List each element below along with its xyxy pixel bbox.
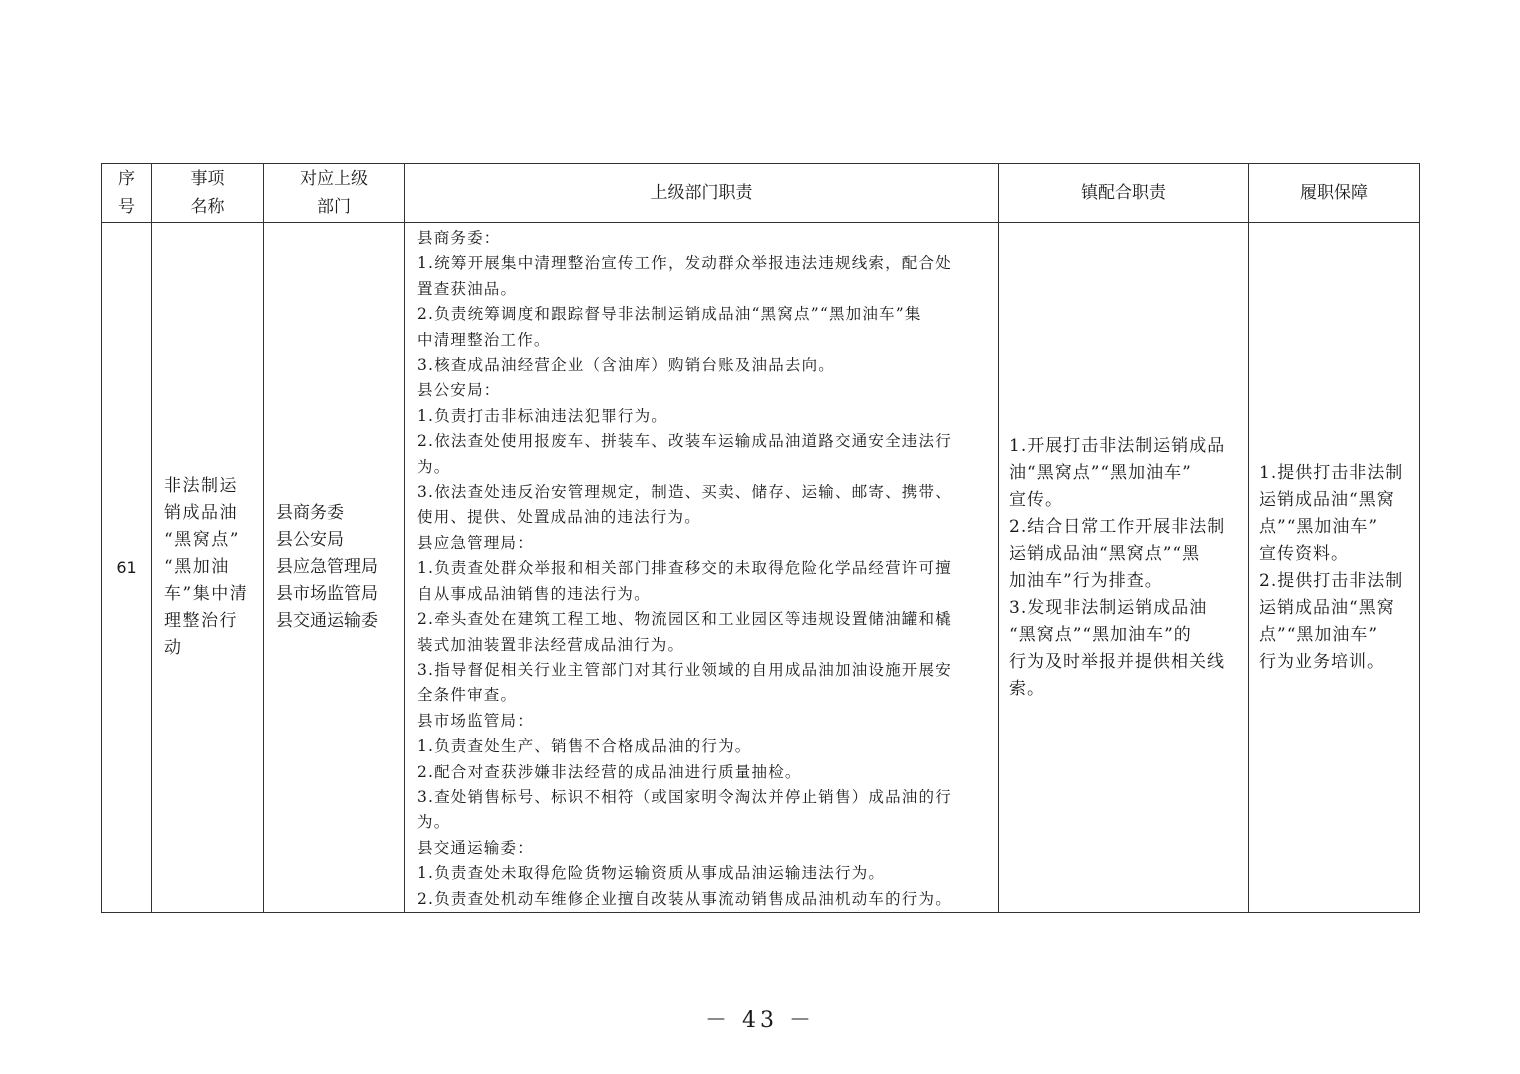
guarantee-line: 宣传资料。 — [1259, 543, 1349, 564]
upper-duty-line: 2.负责查处机动车维修企业擅自改装从事流动销售成品油机动车的行为。 — [417, 889, 952, 908]
upper-dept-item: 县应急管理局 — [276, 557, 378, 577]
upper-dept-item: 县公安局 — [276, 530, 344, 550]
cell-upper-dept — [264, 223, 405, 913]
town-duty-line: 行为及时举报并提供相关线 — [1009, 651, 1225, 672]
cell-upper-duty — [405, 223, 999, 913]
upper-duty-line: 3.指导督促相关行业主管部门对其行业领域的自用成品油加油设施开展安 — [417, 660, 952, 679]
header-upper-duty: 上级部门职责 — [405, 164, 999, 223]
guarantee-line: 行为业务培训。 — [1259, 651, 1385, 672]
header-seq: 序 号 — [102, 164, 152, 223]
upper-dept-item: 县商务委 — [276, 503, 344, 523]
upper-duty-line: 2.依法查处使用报废车、拼装车、改装车运输成品油道路交通安全违法行 — [417, 432, 952, 451]
header-row — [102, 164, 1420, 223]
cell-town-duty — [999, 223, 1249, 913]
header-upper-dept: 对应上级 部门 — [264, 164, 405, 223]
item-name-line: “黑窝点” — [164, 530, 240, 550]
guarantee-line: 1.提供打击非法制 — [1259, 462, 1404, 483]
upper-duty-line: 县商务委： — [417, 229, 501, 247]
item-name-line: “黑加油 — [164, 557, 230, 577]
upper-duty-line: 1.负责查处生产、销售不合格成品油的行为。 — [417, 737, 752, 756]
cell-guarantee — [1249, 223, 1420, 913]
item-name-line: 理整治行 — [164, 611, 238, 631]
town-duty-line: 加油车”行为排查。 — [1009, 570, 1163, 591]
upper-duty-line: 使用、提供、处置成品油的违法行为。 — [417, 508, 701, 527]
upper-duty-line: 为。 — [417, 813, 451, 832]
upper-duty-line: 3.依法查处违反治安管理规定，制造、买卖、储存、运输、邮寄、携带、 — [417, 483, 952, 502]
upper-duty-line: 县市场监管局： — [417, 711, 534, 730]
upper-duty-line: 县交通运输委： — [417, 838, 534, 857]
upper-duty-line: 1.统筹开展集中清理整治宣传工作，发动群众举报违法违规线索，配合处 — [417, 254, 952, 273]
upper-dept-item: 县交通运输委 — [276, 611, 378, 631]
guarantee-line: 运销成品油“黑窝 — [1259, 489, 1395, 510]
cell-seq: 61 — [102, 223, 152, 913]
town-duty-line: 油“黑窝点”“黑加油车” — [1009, 462, 1192, 483]
upper-duty-line: 2.负责统筹调度和跟踪督导非法制运销成品油“黑窝点”“黑加油车”集 — [417, 305, 922, 324]
town-duty-line: 3.发现非法制运销成品油 — [1009, 597, 1208, 618]
item-name-line: 动 — [164, 638, 183, 658]
item-name-line: 车”集中清 — [164, 584, 249, 604]
town-duty-line: 1.开展打击非法制运销成品 — [1009, 435, 1226, 456]
upper-duty-line: 县应急管理局： — [417, 533, 534, 552]
upper-duty-line: 1.负责打击非标油违法犯罪行为。 — [417, 406, 668, 425]
upper-duty-line: 全条件审查。 — [417, 686, 518, 705]
town-duty-line: 索。 — [1009, 678, 1045, 699]
town-duty-line: 运销成品油“黑窝点”“黑 — [1009, 543, 1201, 564]
upper-duty-line: 1.负责查处未取得危险货物运输资质从事成品油运输违法行为。 — [417, 864, 886, 883]
upper-duty-line: 3.核查成品油经营企业（含油库）购销台账及油品去向。 — [417, 356, 835, 375]
town-duty-line: 宣传。 — [1009, 489, 1063, 510]
guarantee-line: 点”“黑加油车” — [1259, 516, 1379, 537]
header-item-name: 事项 名称 — [152, 164, 264, 223]
item-name-line: 销成品油 — [164, 503, 238, 523]
page-number: － 43 － — [705, 1008, 815, 1033]
town-duty-line: “黑窝点”“黑加油车”的 — [1009, 624, 1192, 645]
duty-table — [101, 163, 1420, 913]
cell-item-name — [152, 223, 264, 913]
upper-duty-line: 装式加油装置非法经营成品油行为。 — [417, 635, 685, 654]
table-row — [102, 223, 1420, 913]
upper-duty-line: 3.查处销售标号、标识不相符（或国家明令淘汰并停止销售）成品油的行 — [417, 787, 952, 806]
guarantee-line: 点”“黑加油车” — [1259, 624, 1379, 645]
upper-duty-line: 2.牵头查处在建筑工程工地、物流园区和工业园区等违规设置储油罐和橇 — [417, 610, 952, 629]
upper-duty-line: 2.配合对查获涉嫌非法经营的成品油进行质量抽检。 — [417, 762, 802, 781]
upper-duty-line: 县公安局： — [417, 381, 501, 400]
upper-duty-line: 中清理整治工作。 — [417, 330, 551, 349]
town-duty-line: 2.结合日常工作开展非法制 — [1009, 516, 1226, 537]
guarantee-line: 2.提供打击非法制 — [1259, 570, 1404, 591]
guarantee-line: 运销成品油“黑窝 — [1259, 597, 1395, 618]
upper-duty-line: 1.负责查处群众举报和相关部门排查移交的未取得危险化学品经营许可擅 — [417, 559, 952, 578]
header-town-duty: 镇配合职责 — [999, 164, 1249, 223]
upper-duty-line: 为。 — [417, 457, 451, 476]
header-guarantee: 履职保障 — [1249, 164, 1420, 223]
upper-dept-item: 县市场监管局 — [276, 584, 378, 604]
item-name-line: 非法制运 — [164, 476, 238, 496]
upper-duty-line: 自从事成品油销售的违法行为。 — [417, 584, 651, 603]
upper-duty-line: 置查获油品。 — [417, 279, 518, 298]
